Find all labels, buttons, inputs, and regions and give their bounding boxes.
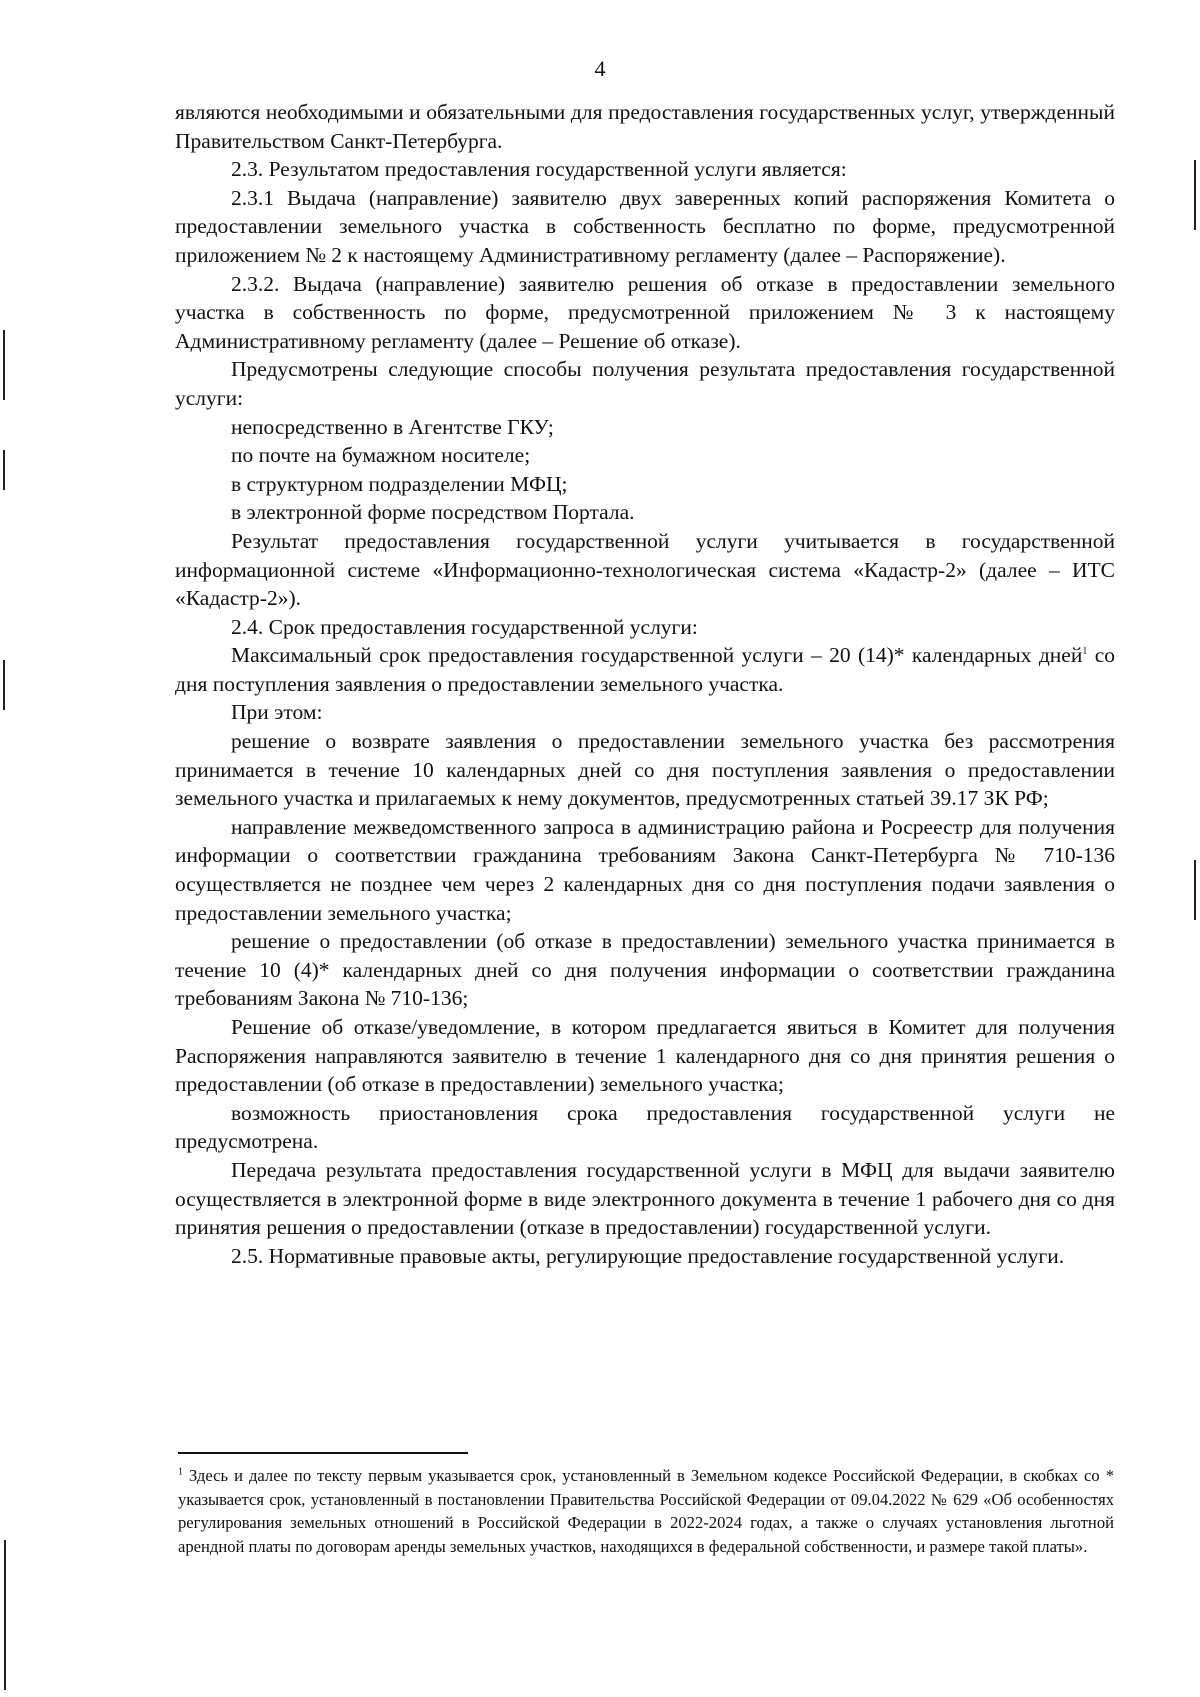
footnote-divider <box>178 1452 468 1454</box>
footnote-reference[interactable]: 1 <box>1082 646 1088 658</box>
footnote-text: Здесь и далее по тексту первым указывается срок, установленный в Земельном кодексе Российской Федерации, в скобках со * указывается срок, установленный в постановлении Правительства Российской Федерации от 09.04.2022 № 629 «Об особенностях регулирования земельных отношений в Российской Федерации в 2022-2024 годах, а также о случаях установления льготной арендной платы по договорам аренды земельных участков, находящихся в федеральной собственности, и размере такой платы». <box>178 1466 1114 1556</box>
list-item: непосредственно в Агентстве ГКУ; <box>231 414 554 439</box>
paragraph: Решение об отказе/уведомление, в котором предлагается явиться в Комитет для получения Распоряжения направляются заявителю в течение 1 календарного дня со дня принятия решения о предоставлении (об отказе в предоставлении) земельного участка; <box>175 1015 1115 1097</box>
paragraph-text: со дня поступления заявления о предоставлении земельного участка. <box>175 643 1116 696</box>
page-number: 4 <box>594 56 606 81</box>
paragraph: решение о возврате заявления о предоставлении земельного участка без рассмотрения принимается в течение 10 календарных дней со дня поступления заявления о предоставлении земельного участка и прилагаемых к нему документов, предусмотренных статьей 39.17 ЗК РФ; <box>175 729 1115 811</box>
document-body <box>175 98 1115 1270</box>
section-heading: 2.4. Срок предоставления государственной услуги: <box>231 614 698 639</box>
paragraph: 2.3.1 Выдача (направление) заявителю двух заверенных копий распоряжения Комитета о предоставлении земельного участка в собственность бесплатно по форме, предусмотренной приложением № 2 к настоящему Административному регламенту (далее – Распоряжение). <box>175 185 1115 267</box>
list-item: в структурном подразделении МФЦ; <box>231 471 568 496</box>
footnote-marker: 1 <box>178 1466 183 1478</box>
scan-left-edge-marks <box>0 0 16 1697</box>
paragraph: направление межведомственного запроса в администрацию района и Росреестр для получения информации о соответствии гражданина требованиям Закона Санкт-Петербурга № 710-136 осуществляется не позднее чем через 2 календарных дня со дня поступления подачи заявления о предоставлении земельного участка; <box>175 814 1115 925</box>
paragraph: решение о предоставлении (об отказе в предоставлении) земельного участка принимается в течение 10 (4)* календарных дней со дня получения информации о соответствии гражданина требованиям Закона № 710-136; <box>175 929 1115 1011</box>
paragraph: Результат предоставления государственной услуги учитывается в государственной информационной системе «Информационно-технологическая система «Кадастр-2» (далее – ИТС «Кадастр-2»). <box>175 528 1115 611</box>
paragraph: являются необходимыми и обязательными для предоставления государственных услуг, утвержденный Правительством Санкт-Петербурга. <box>175 100 1115 153</box>
list-item: в электронной форме посредством Портала. <box>231 500 635 525</box>
list-item: по почте на бумажном носителе; <box>231 443 531 468</box>
paragraph: При этом: <box>231 700 323 725</box>
footnote <box>178 1464 1114 1558</box>
paragraph: 2.3. Результатом предоставления государственной услуги является: <box>231 157 847 182</box>
paragraph: Предусмотрены следующие способы получения результата предоставления государственной услуги: <box>175 357 1115 410</box>
paragraph: возможность приостановления срока предоставления государственной услуги не предусмотрена. <box>175 1100 1115 1154</box>
paragraph: 2.3.2. Выдача (направление) заявителю решения об отказе в предоставлении земельного участка в собственность по форме, предусмотренной приложением № 3 к настоящему Административному регламенту (далее – Решение об отказе). <box>175 271 1115 353</box>
paragraph: Передача результата предоставления государственной услуги в МФЦ для выдачи заявителю осуществляется в электронной форме в виде электронного документа в течение 1 рабочего дня со дня принятия решения о предоставлении (отказе в предоставлении) государственной услуги. <box>175 1157 1115 1240</box>
scan-right-edge-marks <box>1188 0 1200 1697</box>
paragraph-text: Максимальный срок предоставления государственной услуги – 20 (14)* календарных дней <box>231 643 1083 668</box>
section-heading: 2.5. Нормативные правовые акты, регулирующие предоставление государственной услуги. <box>231 1243 1065 1268</box>
paragraph <box>175 641 1115 698</box>
